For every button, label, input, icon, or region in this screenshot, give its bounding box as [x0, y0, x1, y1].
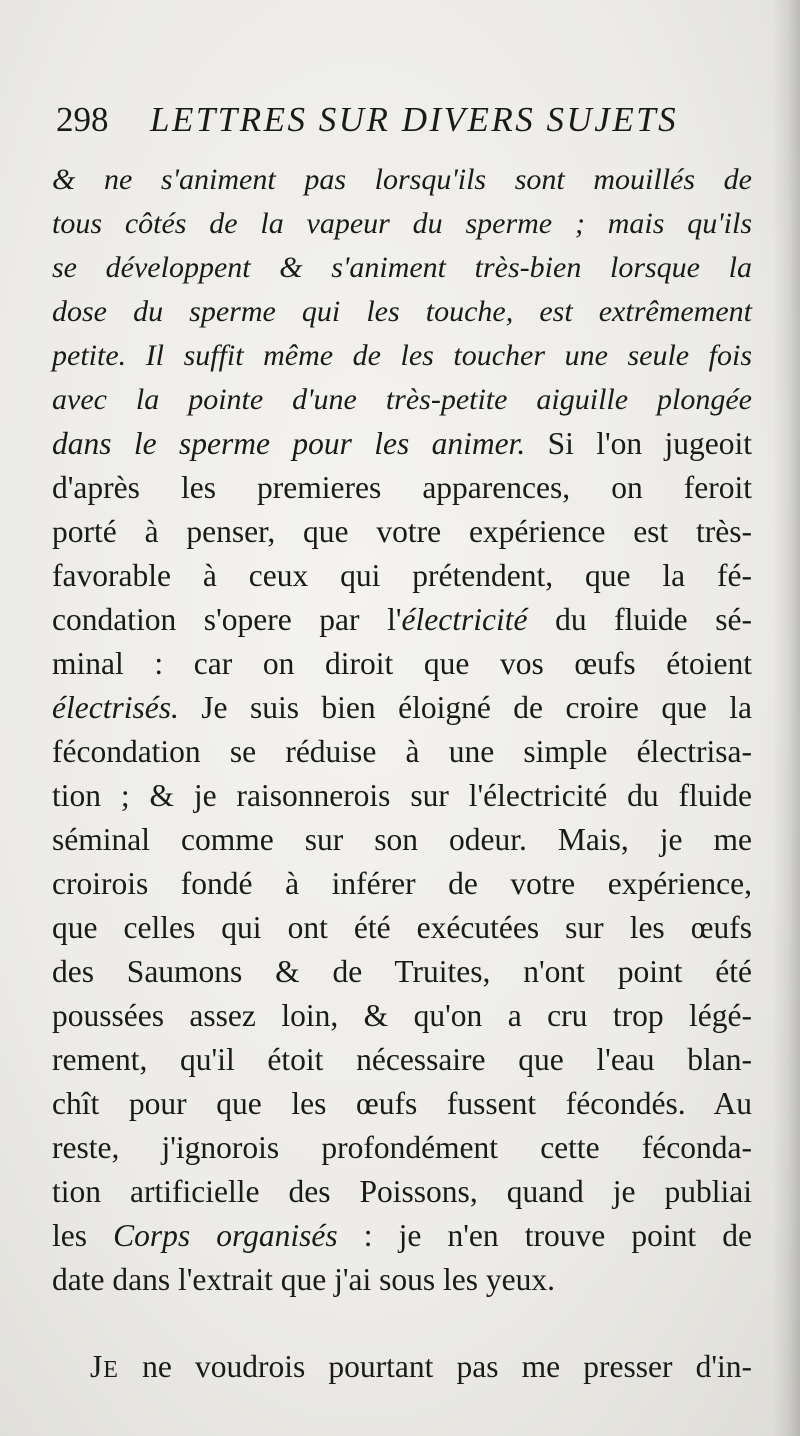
roman-segment: du fluide sé- — [527, 602, 752, 637]
italic-segment: électricité — [401, 602, 528, 637]
text-line-23: reste, j'ignorois profondément cette féconda- — [52, 1130, 752, 1165]
text-line-20: poussées assez loin, & qu'on a cru trop légé- — [52, 998, 752, 1033]
text-line-27 — [90, 1345, 752, 1389]
text-line-4: dose du sperme qui les touche, est extrêmement — [52, 295, 752, 328]
text-line-12: minal : car on diroit que vos œufs étoient — [52, 646, 752, 681]
text-line-25 — [52, 1214, 752, 1258]
page-header — [56, 95, 746, 145]
roman-segment: : je n'en trouve point de — [337, 1218, 752, 1253]
text-line-22: chît pour que les œufs fussent fécondés. Au — [52, 1086, 752, 1121]
text-line-11 — [52, 598, 752, 642]
text-line-18: que celles qui ont été exécutées sur les œufs — [52, 910, 752, 945]
text-line-7 — [52, 422, 752, 466]
text-line-2: tous côtés de la vapeur du sperme ; mais qu'ils — [52, 207, 752, 240]
text-line-3: se développent & s'animent très-bien lorsque la — [52, 251, 752, 284]
italic-segment: Corps organisés — [113, 1218, 338, 1253]
text-line-1: & ne s'animent pas lorsqu'ils sont mouillés de — [52, 163, 752, 196]
text-line-9: porté à penser, que votre expérience est très- — [52, 514, 752, 549]
text-line-10: favorable à ceux qui prétendent, que la fé- — [52, 558, 752, 593]
initial-letter — [90, 1349, 119, 1384]
roman-segment: Si l'on jugeoit — [525, 426, 753, 461]
text-line-17: croirois fondé à inférer de votre expérience, — [52, 866, 752, 901]
small-caps-letter: E — [103, 1357, 119, 1383]
initial-capital: J — [90, 1349, 104, 1384]
text-line-16: séminal comme sur son odeur. Mais, je me — [52, 822, 752, 857]
text-line-24: tion artificielle des Poissons, quand je publiai — [52, 1174, 752, 1209]
italic-segment: électrisés. — [52, 690, 179, 725]
text-line-5: petite. Il suffit même de les toucher une seule fois — [52, 339, 752, 372]
text-line-21: rement, qu'il étoit nécessaire que l'eau blan- — [52, 1042, 752, 1077]
page-number: 298 — [56, 100, 109, 139]
italic-segment: dans le sperme pour les animer. — [52, 426, 526, 461]
text-line-6: avec la pointe d'une très-petite aiguille plongée — [52, 383, 752, 416]
text-line-15: tion ; & je raisonnerois sur l'électricité du fluide — [52, 778, 752, 813]
roman-segment: condation s'opere par l' — [52, 602, 402, 637]
roman-segment: ne voudrois pourtant pas me presser d'in- — [118, 1349, 752, 1384]
text-line-26: date dans l'extrait que j'ai sous les yeux. — [52, 1262, 555, 1297]
text-line-19: des Saumons & de Truites, n'ont point été — [52, 954, 752, 989]
text-line-8: d'après les premieres apparences, on feroit — [52, 470, 752, 505]
roman-segment: les — [52, 1218, 114, 1253]
roman-segment: Je suis bien éloigné de croire que la — [178, 690, 752, 725]
text-line-13 — [52, 686, 752, 730]
text-line-14: fécondation se réduise à une simple électrisa- — [52, 734, 752, 769]
running-head: LETTRES SUR DIVERS SUJETS — [150, 100, 679, 139]
